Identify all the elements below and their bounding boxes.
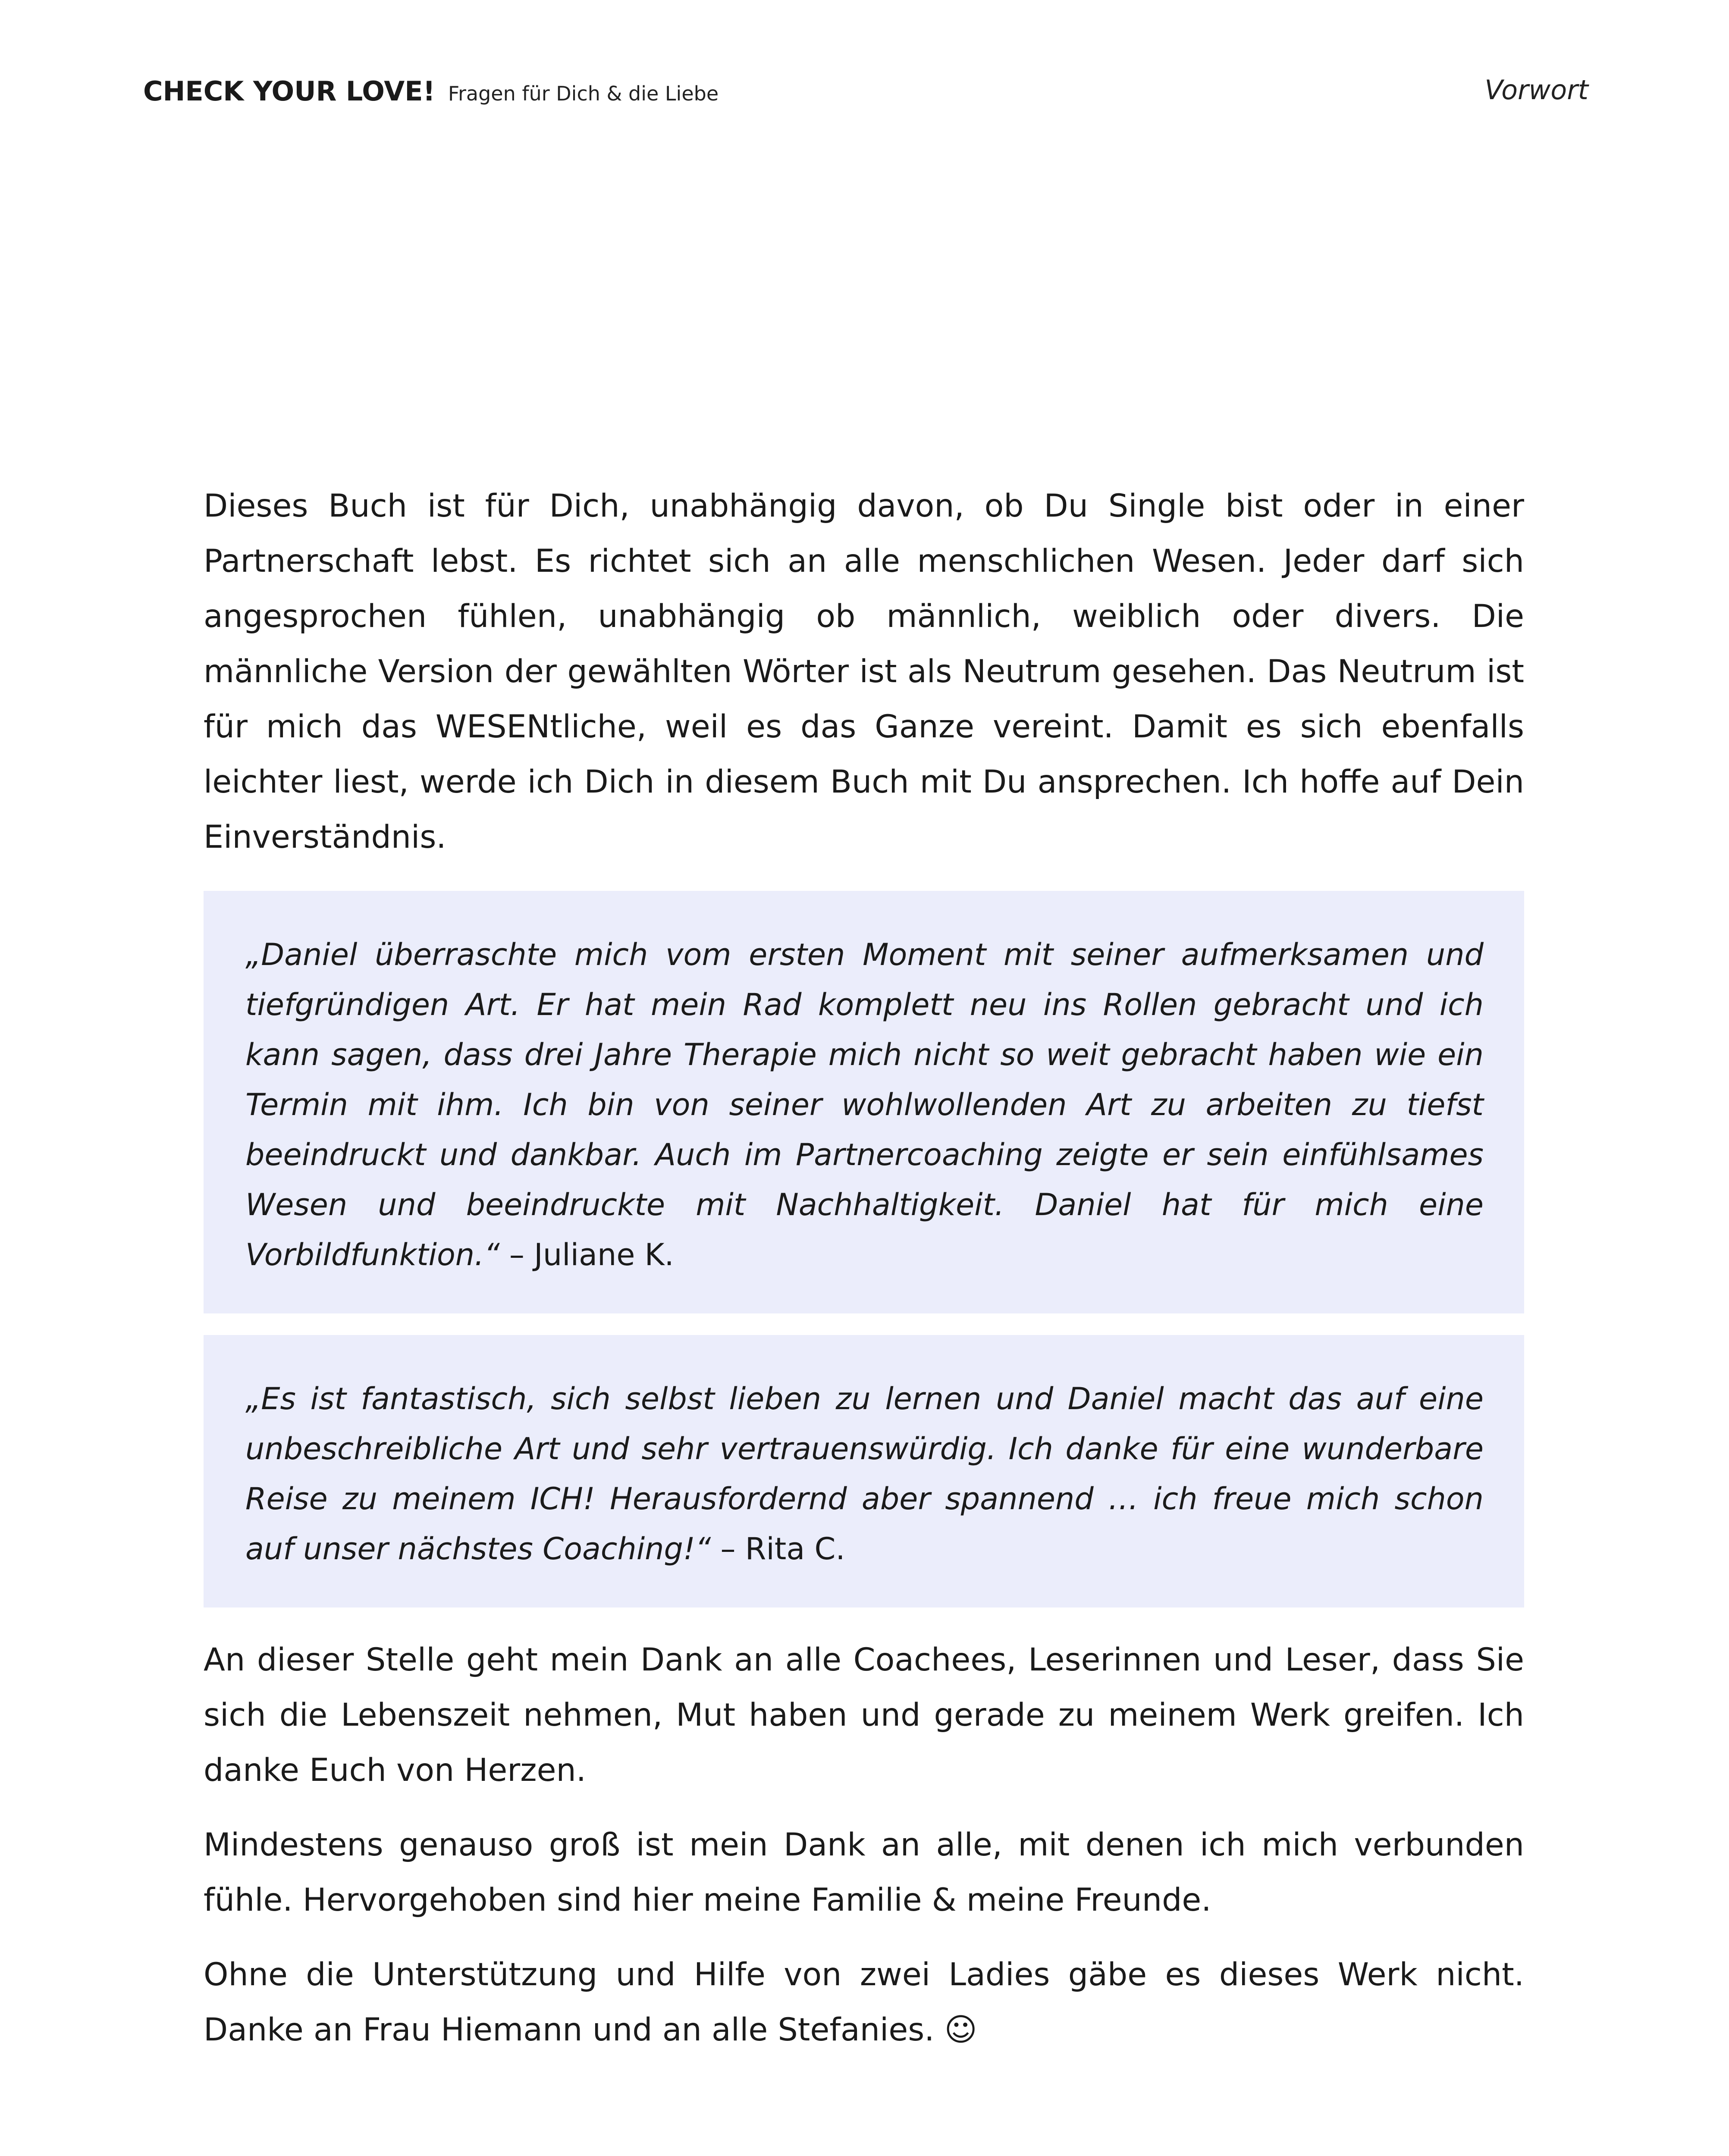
intro-paragraph: Dieses Buch ist für Dich, unabhängig davon, ob Du Single bist oder in einer Partnerschaft lebst. Es richtet sich an alle menschlichen Wesen. Jeder darf sich angesprochen fühlen, unabhängig ob männlich, weiblich oder divers. Die männliche Version der gewählten Wörter ist als Neutrum gesehen. Das Neutrum ist für mich das WESENtliche, weil es das Ganze vereint. Damit es sich ebenfalls leichter liest, werde ich Dich in diesem Buch mit Du ansprechen. Ich hoffe auf Dein Einverständnis.	[204, 488, 1524, 856]
testimonial-box	[204, 891, 1524, 1313]
testimonial-text: „Es ist fantastisch, sich selbst lieben zu lernen und Daniel macht das auf eine unbeschreibliche Art und sehr vertrauenswürdig. Ich danke für eine wunderbare Reise zu meinem ICH! Herausfordernd aber spannend … ich freue mich schon auf unser nächstes Coaching!“	[245, 1381, 1484, 1567]
running-header	[143, 75, 719, 107]
thanks-paragraph: An dieser Stelle geht mein Dank an alle Coachees, Leserinnen und Leser, dass Sie sich die Lebenszeit nehmen, Mut haben und gerade zu meinem Werk greifen. Ich danke Euch von Herzen.	[204, 1642, 1524, 1789]
testimonial-paragraph	[245, 930, 1484, 1280]
testimonial-paragraph	[245, 1374, 1484, 1574]
book-title: CHECK YOUR LOVE!	[143, 75, 435, 107]
thanks-paragraph: Mindestens genauso groß ist mein Dank an alle, mit denen ich mich verbunden fühle. Hervorgehoben sind hier meine Familie & meine Freunde.	[204, 1827, 1524, 1918]
page-body	[204, 479, 1524, 2058]
testimonial-box	[204, 1335, 1524, 1608]
testimonial-text: „Daniel überraschte mich vom ersten Moment mit seiner aufmerksamen und tiefgründigen Art. Er hat mein Rad komplett neu ins Rollen gebracht und ich kann sagen, dass drei Jahre Therapie mich nicht so weit gebracht haben wie ein Termin mit ihm. Ich bin von seiner wohlwollenden Art zu arbeiten zu tiefst beeindruckt und dankbar. Auch im Partnercoaching zeigte er sein einfühlsames Wesen und beeindruckte mit Nachhaltigkeit. Daniel hat für mich eine Vorbildfunktion.“	[245, 937, 1484, 1272]
thanks-paragraph: Ohne die Unterstützung und Hilfe von zwei Ladies gäbe es dieses Werk nicht. Danke an Frau Hiemann und an alle Stefanies. ☺	[204, 1956, 1524, 2048]
section-title: Vorwort	[1484, 74, 1588, 106]
book-subtitle: Fragen für Dich & die Liebe	[448, 82, 719, 105]
testimonial-author: – Juliane K.	[499, 1237, 674, 1272]
testimonial-author: – Rita C.	[711, 1531, 845, 1567]
